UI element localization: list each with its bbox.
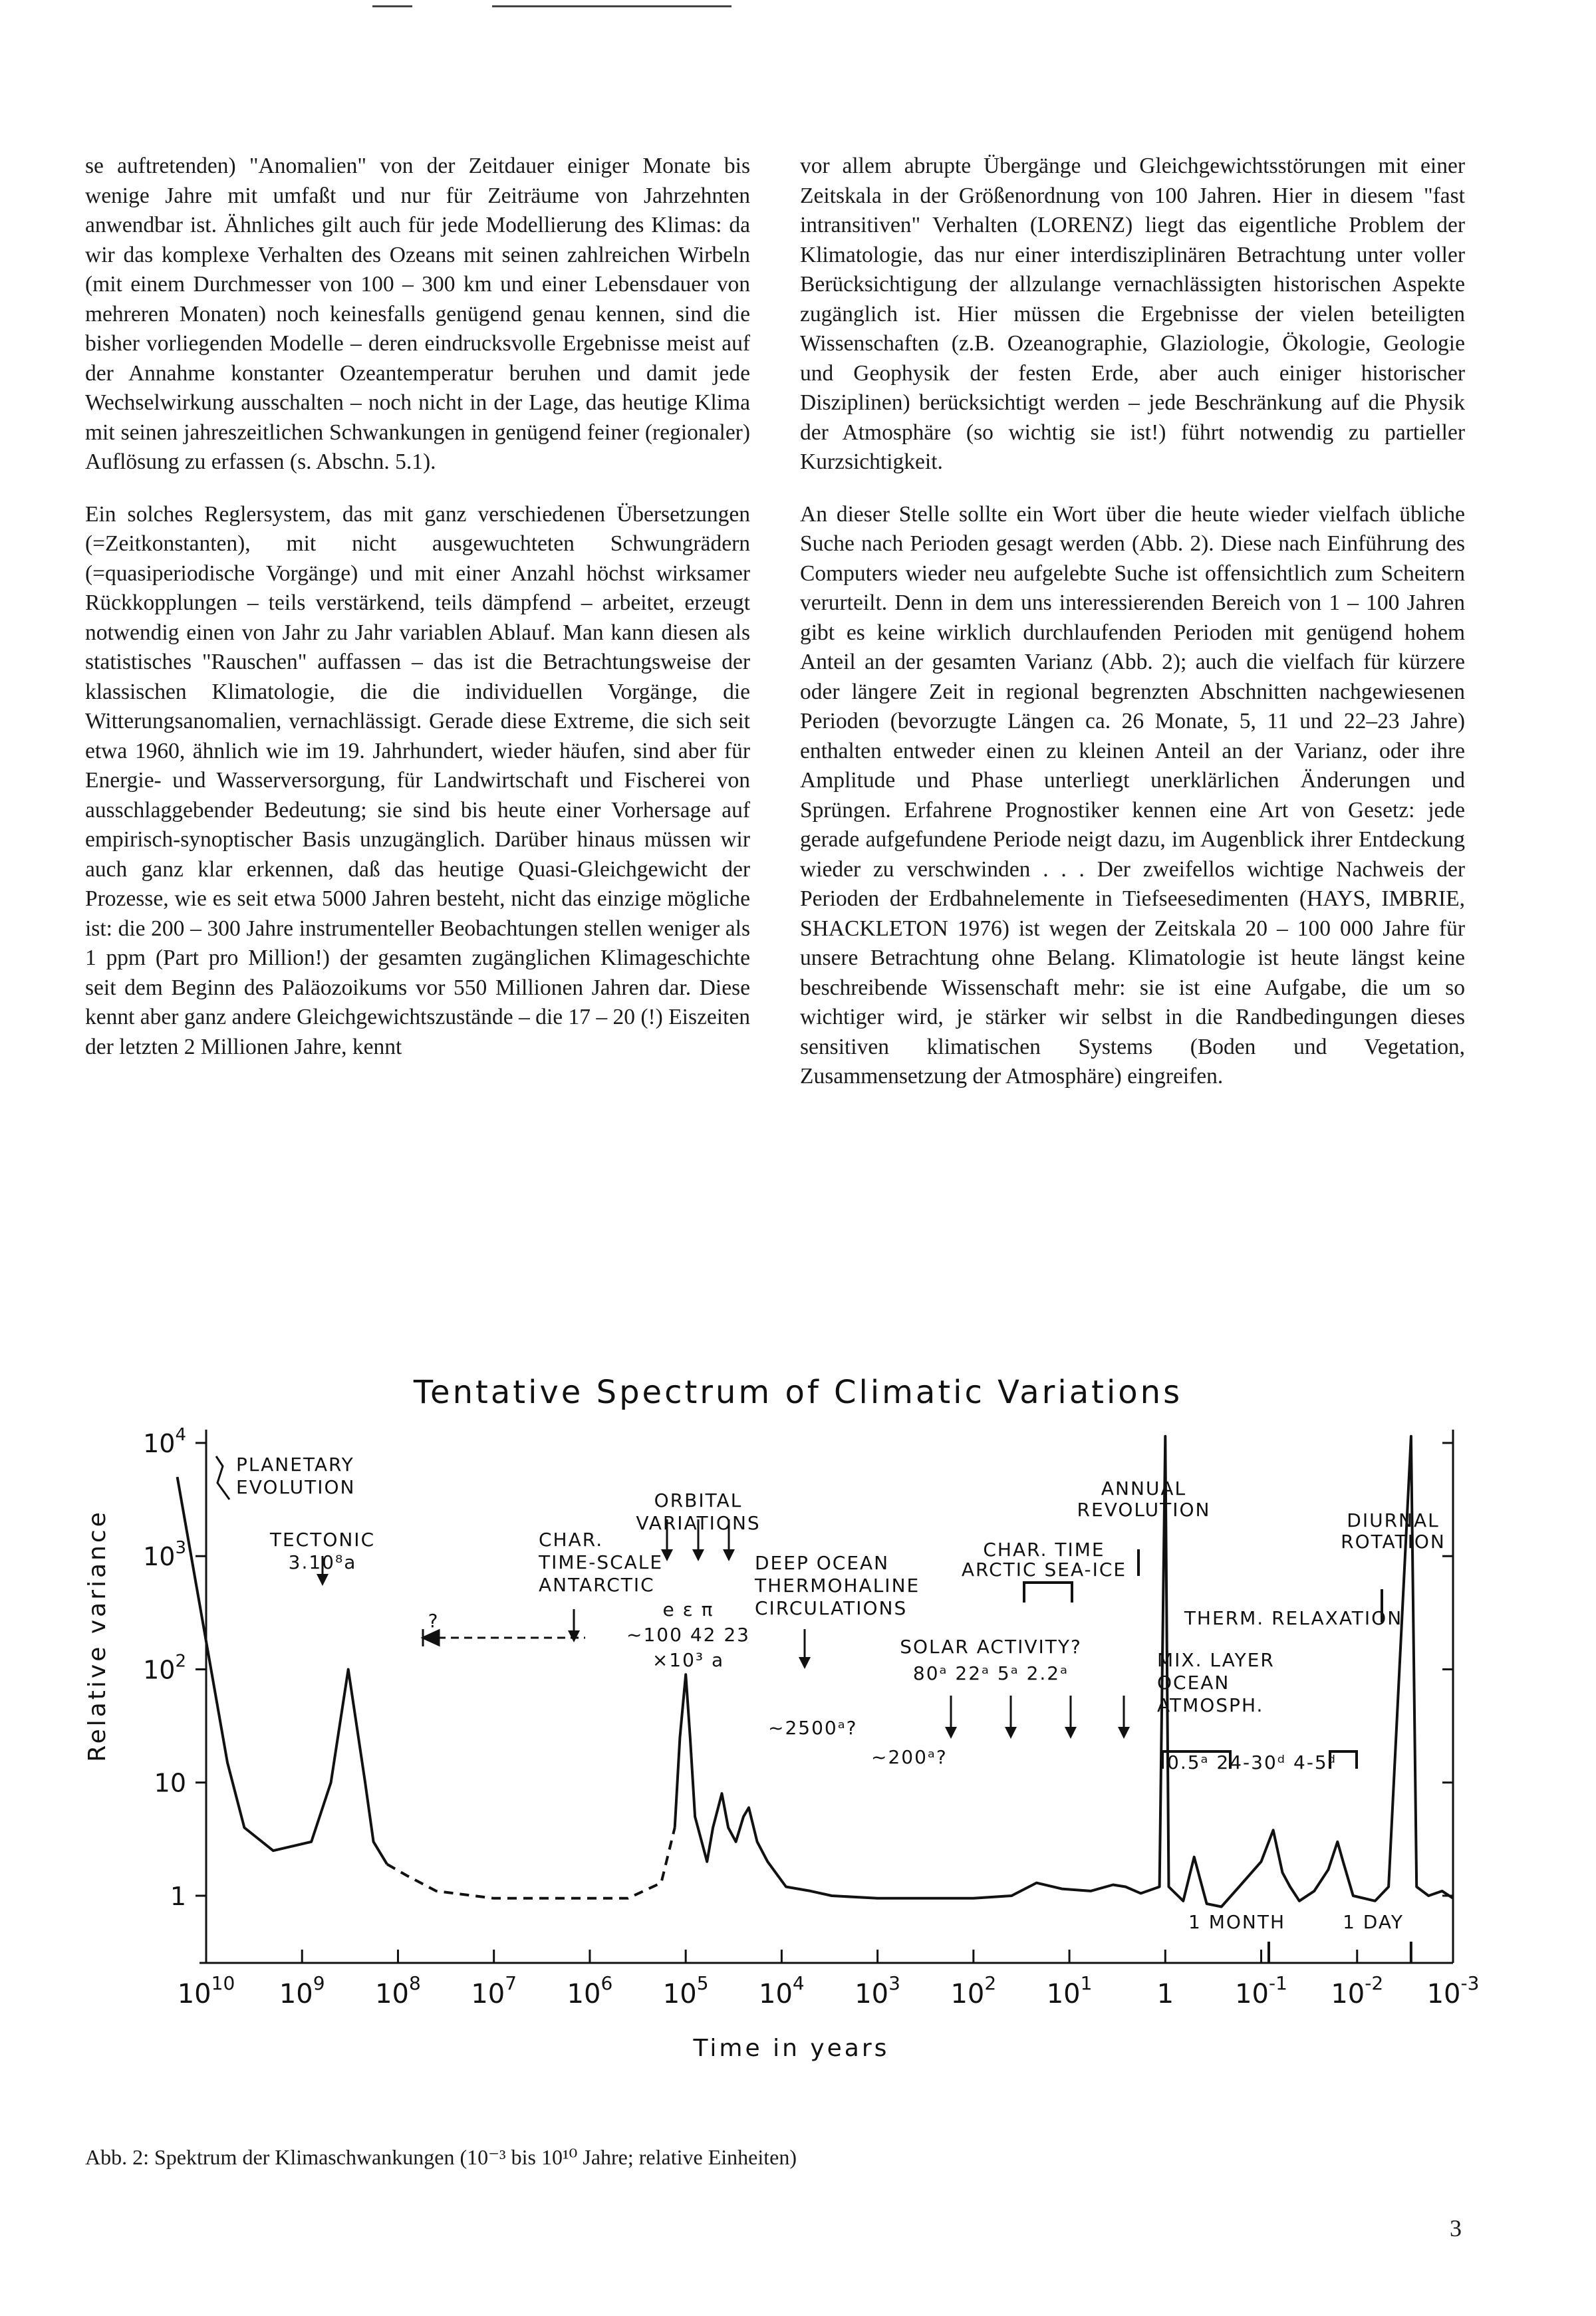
- x-tick-exponent: 8: [409, 1972, 421, 1994]
- y-tick-label: 1: [170, 1881, 186, 1911]
- annotation-label: [1341, 1509, 1446, 1553]
- left-paragraph-1: se auftretenden) "Anomalien" von der Zeitdauer einiger Monate bis wenige Jahre mit umfaßt und nur für Zeiträume von Jahrzehnten anwendbar ist. Ähnliches gilt auch für jede Modellierung des Klimas: da wir das komplexe Verhalten des Ozeans mit seinen zahlreichen Wirbeln (mit einem Durchmesser von 100 – 300 km und einer Lebensdauer von mehreren Monaten) noch keinesfalls genügend genau kennen, sind die bisher vorliegenden Modelle – deren eindrucksvolle Ergebnisse meist auf der Annahme konstanter Ozeantemperatur beruhen und damit jede Wechselwirkung ausschalten – noch nicht in der Lage, das heutige Klima mit seinen jahreszeitlichen Schwankungen in genügend feiner (regionaler) Auflösung zu erfassen (s. Abschn. 5.1).: [85, 154, 750, 474]
- x-tick-exponent: -2: [1365, 1972, 1384, 1994]
- annotation-line: EVOLUTION: [236, 1476, 356, 1498]
- figure-spectrum: [0, 1356, 1596, 2128]
- x-tick-exponent: 4: [792, 1972, 805, 1994]
- y-tick-label: $10^2$: [143, 1651, 186, 1685]
- annotation-line: CHAR.: [539, 1529, 604, 1551]
- top-rule: [492, 5, 732, 7]
- sea-ice-bracket: [1024, 1583, 1072, 1603]
- annotation-label: [754, 1552, 920, 1619]
- y-tick-exponent: 2: [175, 1651, 186, 1672]
- right-paragraph-1: vor allem abrupte Übergänge und Gleichgewichtsstörungen mit einer Zeitskala in der Größenordnung von 100 Jahren. Hier in diesem "fast intransitiven" Verhalten (LORENZ) liegt das eigentliche Problem der Klimatologie, das nur einer interdisziplinären Betrachtung unter voller Berücksichtigung der allzulange vernachlässigten historischen Aspekte zugänglich ist. Hier müssen die Ergebnisse der vielen beteiligten Wissenschaften (z.B. Ozeanographie, Glaziologie, Ökologie, Geologie und Geophysik der festen Erde, aber auch einiger historischer Disziplinen) berücksichtigt werden – jede Beschränkung auf die Physik der Atmosphäre (so wichtig sie ist!) führt notwendig zu partieller Kurzsichtigkeit.: [800, 154, 1465, 474]
- x-tick-label: $10^{-2}$: [1331, 1972, 1384, 2009]
- orbital-arrow-eps-head: [692, 1549, 704, 1561]
- x-tick-label: $10^3$: [855, 1972, 900, 2009]
- solar-arrow-1-head: [1005, 1727, 1017, 1739]
- annotation-label: [768, 1717, 858, 1739]
- x-tick-label: $10^{-1}$: [1235, 1972, 1287, 2009]
- annotation-label: [626, 1599, 750, 1671]
- annotation-line: OCEAN: [1157, 1672, 1230, 1694]
- x-tick-label: $10^7$: [471, 1972, 517, 2009]
- solar-arrow-2-head: [1065, 1727, 1077, 1739]
- annotation-line: ~100 42 23: [626, 1624, 750, 1646]
- annotation-line: 3.10⁸a: [288, 1551, 357, 1573]
- chart-series: [178, 1436, 1453, 1907]
- annotation-line: TIME-SCALE: [539, 1551, 664, 1573]
- annotation-line: SOLAR ACTIVITY?: [900, 1636, 1082, 1658]
- x-tick-label: $10^{-3}$: [1426, 1972, 1480, 2009]
- annotation-line: DIURNAL: [1347, 1509, 1440, 1531]
- annotation-label: [1157, 1649, 1275, 1716]
- annotation-label: [428, 1610, 440, 1632]
- annotation-line: PLANETARY: [236, 1454, 354, 1476]
- figure-caption: Abb. 2: Spektrum der Klimaschwankungen (10⁻³ bis 10¹⁰ Jahre; relative Einheiten): [85, 2145, 797, 2169]
- deep-ocean-arrow-head: [799, 1657, 811, 1669]
- y-tick-exponent: 4: [175, 1425, 186, 1445]
- annotation-line: VARIATIONS: [636, 1512, 761, 1534]
- annotation-label: [871, 1746, 948, 1768]
- antarctic-arrow-head: [568, 1630, 580, 1642]
- right-paragraph-2: An dieser Stelle sollte ein Wort über die heute wieder vielfach übliche Suche nach Perioden gesagt werden (Abb. 2). Diese nach Einführung des Computers wieder neu aufgelebte Suche ist offensichtlich zum Scheitern verurteilt. Denn in dem uns interessierenden Bereich von 1 – 100 Jahren gibt es keine wirklich durchlaufenden Perioden mit genügend hohem Anteil an der gesamten Varianz (Abb. 2); auch die vielfach für kürzere oder längere Zeit in regional begrenzten Abschnitten nachgewiesenen Perioden (bevorzugte Längen ca. 26 Monate, 5, 11 und 22–23 Jahre) enthalten entweder einen zu kleinen Anteil an der Varianz, oder ihre Amplitude und Phase unterliegt unerklärlichen Änderungen und Sprüngen. Erfahrene Prognostiker kennen eine Art von Gesetz: jede gerade aufgefundene Periode neigt dazu, im Augenblick ihrer Entdeckung wieder zu verschwinden . . . Der zweifellos wichtige Nachweis der Perioden der Erdbahnelemente in Tiefseesedimenten (HAYS, IMBRIE, SHACKLETON 1976) ist wegen der Zeitskala 20 – 100 000 Jahre für unsere Betrachtung ohne Belang. Klimatologie ist heute längst keine beschreibende Wissenschaft mehr: sie ist eine Aufgabe, die um so wichtiger wird, je stärker wir selbst in die Randbedingungen dieses sensitiven klimatischen Systems (Boden und Vegetation, Zusammensetzung der Atmosphäre) eingreifen.: [800, 501, 1465, 1089]
- x-tick-label: $10^4$: [759, 1972, 805, 2009]
- x-tick-exponent: 3: [888, 1972, 900, 1994]
- y-tick-exponent: 3: [175, 1538, 186, 1559]
- x-tick-exponent: 9: [313, 1972, 325, 1994]
- chart-title: Tentative Spectrum of Climatic Variations: [413, 1374, 1183, 1411]
- x-tick-exponent: 5: [696, 1972, 709, 1994]
- annotation-line: 0.5ᵃ 24-30ᵈ 4-5ᵈ: [1167, 1751, 1337, 1773]
- annotation-line: 1 MONTH: [1188, 1911, 1286, 1933]
- x-tick-exponent: 1: [1080, 1972, 1093, 1994]
- annotation-line: TECTONIC: [269, 1529, 376, 1551]
- annotation-label: [900, 1636, 1082, 1684]
- annotation-label: [1343, 1911, 1404, 1933]
- left-column: [85, 152, 750, 1085]
- y-tick-label: $10^4$: [143, 1425, 186, 1458]
- annotation-line: CIRCULATIONS: [755, 1597, 908, 1619]
- x-tick-label: $10^8$: [375, 1972, 421, 2009]
- x-axis-label: Time in years: [693, 2035, 890, 2062]
- annotation-label: [236, 1454, 355, 1498]
- annotation-line: DEEP OCEAN: [755, 1552, 890, 1574]
- annotation-line: THERM. RELAXATION: [1184, 1607, 1403, 1629]
- y-tick-label: 10: [154, 1768, 186, 1798]
- tectonic-arrow-head: [317, 1574, 329, 1586]
- annotation-line: 80ᵃ 22ᵃ 5ᵃ 2.2ᵃ: [912, 1662, 1069, 1684]
- annotation-line: e ε π: [662, 1599, 714, 1620]
- annotation-label: [1188, 1911, 1285, 1933]
- annotation-label: [538, 1529, 663, 1596]
- x-tick-exponent: -1: [1269, 1972, 1287, 1994]
- annotation-line: ROTATION: [1341, 1531, 1446, 1553]
- x-tick-label: $10^{10}$: [177, 1972, 235, 2009]
- series-line-1: [387, 1828, 675, 1898]
- annotation-line: ARCTIC SEA-ICE: [961, 1559, 1127, 1581]
- x-tick-label: $10^1$: [1046, 1972, 1093, 2009]
- top-rule-short: [372, 5, 412, 7]
- annotation-label: [1167, 1751, 1337, 1773]
- y-axis-label: Relative variance: [84, 1509, 111, 1762]
- y-tick-label: $10^3$: [143, 1538, 186, 1572]
- orbital-arrow-pi-head: [723, 1549, 735, 1561]
- x-tick-label: $10^9$: [279, 1972, 325, 2009]
- solar-arrow-0-head: [945, 1727, 957, 1739]
- x-tick-label: $10^2$: [950, 1972, 997, 2009]
- annotation-line: 1 DAY: [1343, 1911, 1404, 1933]
- planetary-bracket: [216, 1456, 229, 1499]
- x-tick-exponent: 10: [211, 1972, 235, 1994]
- x-tick-exponent: 6: [600, 1972, 613, 1994]
- annotation-line: ~2500ᵃ?: [768, 1717, 858, 1739]
- x-tick-exponent: -3: [1460, 1972, 1480, 1994]
- annotation-label: [962, 1539, 1127, 1581]
- x-tick-exponent: 2: [984, 1972, 997, 1994]
- spectrum-chart: [0, 1356, 1596, 2128]
- solar-arrow-3-head: [1118, 1727, 1130, 1739]
- annotation-label: [1077, 1478, 1211, 1521]
- left-paragraph-2: Ein solches Reglersystem, das mit ganz verschiedenen Übersetzungen (=Zeitkonstanten), mit nicht ausgewuchteten Schwungrädern (=quasiperiodische Vorgänge) und mit einer Anzahl höchst wirksamer Rückkopplungen – teils verstärkend, teils dämpfend – arbeitet, erzeugt notwendig einen von Jahr zu Jahr variablen Ablauf. Man kann diesen als statistisches "Rauschen" auffassen – das ist die Betrachtungsweise der klassischen Klimatologie, die die individuellen Vorgänge, die Witterungsanomalien, vernachlässigt. Gerade diese Extreme, die sich seit etwa 1960, ähnlich wie im 19. Jahrhundert, wieder häufen, sind aber für Energie- und Wasserversorgung, für Landwirtschaft und Fischerei von ausschlaggebender Bedeutung; sie sind bis heute einer Vorhersage auf empirisch-synoptischer Basis unzugänglich. Darüber hinaus müssen wir auch ganz klar erkennen, daß das heutige Quasi-Gleichgewicht der Prozesse, wie es seit etwa 5000 Jahren besteht, nicht das einzige mögliche ist: die 200 – 300 Jahre instrumenteller Beobachtungen stellen weniger als 1 ppm (Part pro Million!) der gesamten zugänglichen Klimageschichte seit dem Beginn des Paläozoikums vor 550 Millionen Jahren dar. Diese kennt aber ganz andere Gleichgewichtszustände – die 17 – 20 (!) Eiszeiten der letzten 2 Millionen Jahre, kennt: [85, 501, 750, 1059]
- annotation-line: ×10³ a: [652, 1649, 725, 1671]
- x-tick-exponent: 7: [505, 1972, 517, 1994]
- x-tick-label: $10^6$: [567, 1972, 613, 2009]
- annotation-line: ANTARCTIC: [539, 1574, 655, 1596]
- annotation-line: CHAR. TIME: [983, 1539, 1105, 1561]
- annotation-line: THERMOHALINE: [755, 1575, 920, 1597]
- annotation-line: ?: [428, 1610, 440, 1632]
- x-tick-label: $10^5$: [662, 1972, 709, 2009]
- page-number: 3: [1450, 2215, 1462, 2242]
- annotation-line: ORBITAL: [654, 1489, 743, 1511]
- annotation-line: ATMOSPH.: [1157, 1694, 1264, 1716]
- annotation-line: MIX. LAYER: [1157, 1649, 1275, 1671]
- annotation-line: ANNUAL: [1101, 1478, 1187, 1499]
- x-tick-label: 1: [1156, 1979, 1174, 2009]
- chart-annotations: [236, 1454, 1446, 1933]
- chart-axes: [200, 1430, 1453, 1963]
- annotation-line: REVOLUTION: [1077, 1499, 1211, 1521]
- right-column: [800, 152, 1465, 1114]
- annotation-label: [1184, 1607, 1402, 1629]
- annotation-line: ~200ᵃ?: [871, 1746, 948, 1768]
